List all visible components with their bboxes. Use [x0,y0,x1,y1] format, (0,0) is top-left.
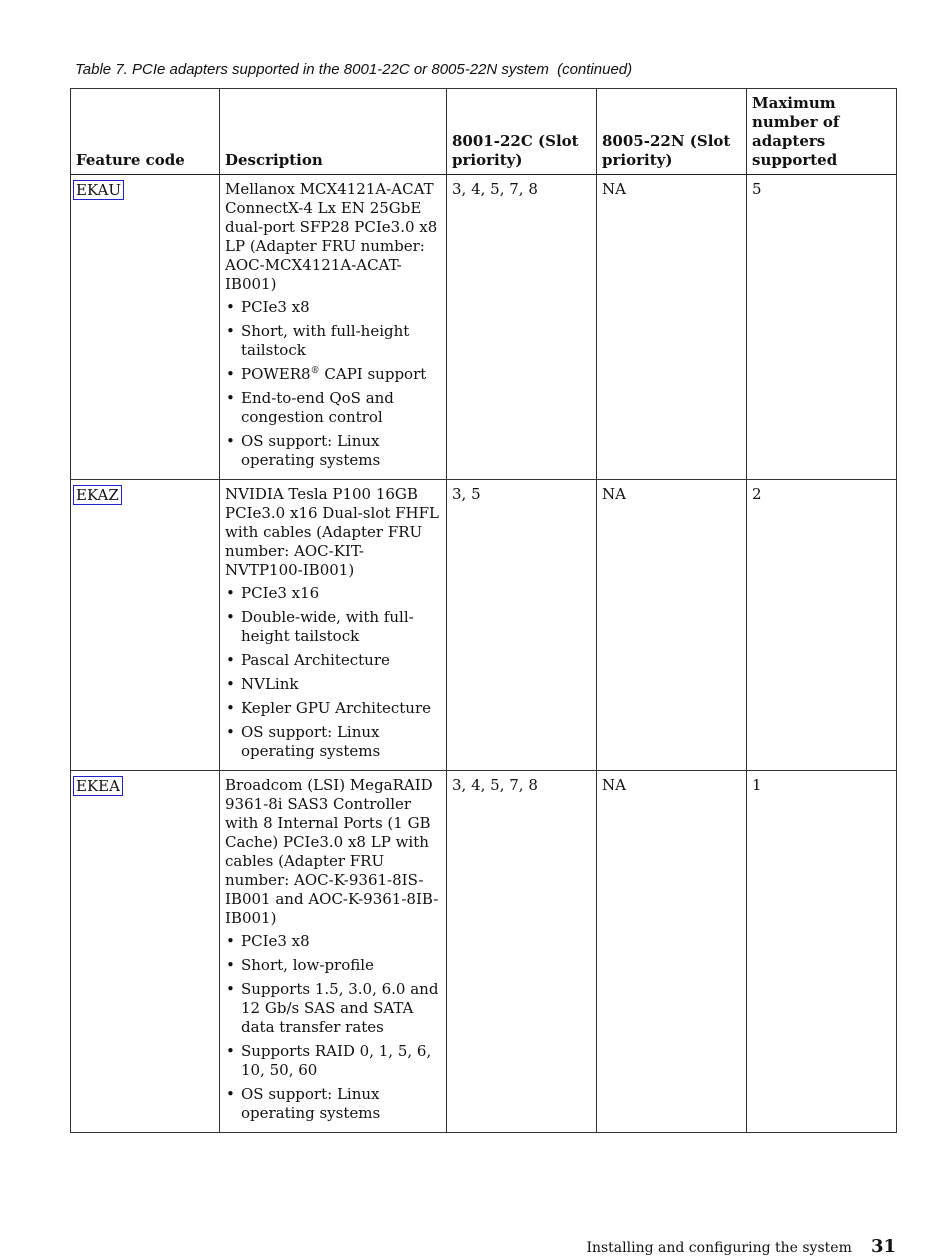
feature-item: • Double-wide, with full-height tailstock [225,608,441,646]
table-row [71,771,897,1133]
feature-item: • Supports RAID 0, 1, 5, 6, 10, 50, 60 [225,1042,441,1080]
feature-item: • Supports 1.5, 3.0, 6.0 and 12 Gb/s SAS and SATA data transfer rates [225,980,441,1037]
feature-code-cell [71,175,220,480]
table-caption-label: Table 7. PCIe adapters supported in the 8001-22C or 8005-22N system [75,61,549,78]
registered-mark: ® [310,366,320,376]
slot-8001-22c-cell: 3, 4, 5, 7, 8 [447,175,597,480]
header-slot-8005-22n: 8005-22N (Slot priority) [597,89,747,175]
description-cell [220,175,447,480]
description-cell [220,771,447,1133]
table-row [71,480,897,771]
feature-item-tail: CAPI support [324,365,427,383]
header-max-adapters: Maximum number of adapters supported [747,89,897,175]
description-text: NVIDIA Tesla P100 16GB PCIe3.0 x16 Dual-slot FHFL with cables (Adapter FRU number: AOC-KIT-NVTP100-IB001) [225,485,439,579]
feature-code-link[interactable]: EKEA [73,776,123,796]
header-feature-code: Feature code [71,89,220,175]
description-text: Broadcom (LSI) MegaRAID 9361-8i SAS3 Controller with 8 Internal Ports (1 GB Cache) PCIe3.0 x8 LP with cables (Adapter FRU number: AOC-K-9361-8IS-IB001 and AOC-K-9361-8IB-IB001) [225,776,439,927]
feature-code-link[interactable]: EKAZ [73,485,122,505]
feature-item: • End-to-end QoS and congestion control [225,389,441,427]
feature-item: • Pascal Architecture [225,651,441,670]
slot-8005-22n-cell: NA [597,771,747,1133]
description-text: Mellanox MCX4121A-ACAT ConnectX-4 Lx EN 25GbE dual-port SFP28 PCIe3.0 x8 LP (Adapter FRU number: AOC-MCX4121A-ACAT-IB001) [225,180,438,293]
feature-item: • Short, low-profile [225,956,441,975]
feature-item: • Kepler GPU Architecture [225,699,441,718]
feature-item: • NVLink [225,675,441,694]
feature-code-link[interactable]: EKAU [73,180,124,200]
table-caption-suffix: (continued) [557,61,633,78]
header-description: Description [220,89,447,175]
feature-item-text: POWER8 [241,365,311,383]
max-adapters-cell: 2 [747,480,897,771]
feature-item: • OS support: Linux operating systems [225,432,441,470]
pcie-adapters-table [70,88,897,1133]
table-row [71,175,897,480]
feature-code-cell [71,771,220,1133]
feature-item [225,365,441,384]
slot-8005-22n-cell: NA [597,480,747,771]
footer-section-title: Installing and configuring the system [586,1240,852,1256]
feature-item: • PCIe3 x8 [225,932,441,951]
feature-list [225,298,441,470]
feature-item: • OS support: Linux operating systems [225,723,441,761]
header-slot-8001-22c: 8001-22C (Slot priority) [447,89,597,175]
slot-8005-22n-cell: NA [597,175,747,480]
table-caption [75,61,632,78]
feature-code-cell [71,480,220,771]
page-number: 31 [870,1236,896,1257]
feature-list [225,932,441,1123]
feature-item: • OS support: Linux operating systems [225,1085,441,1123]
max-adapters-cell: 1 [747,771,897,1133]
feature-list [225,584,441,761]
description-cell [220,480,447,771]
feature-item: • PCIe3 x8 [225,298,441,317]
feature-item: • Short, with full-height tailstock [225,322,441,360]
feature-item: • PCIe3 x16 [225,584,441,603]
table-header-row [71,89,897,175]
page-footer [586,1236,896,1257]
slot-8001-22c-cell: 3, 5 [447,480,597,771]
max-adapters-cell: 5 [747,175,897,480]
slot-8001-22c-cell: 3, 4, 5, 7, 8 [447,771,597,1133]
